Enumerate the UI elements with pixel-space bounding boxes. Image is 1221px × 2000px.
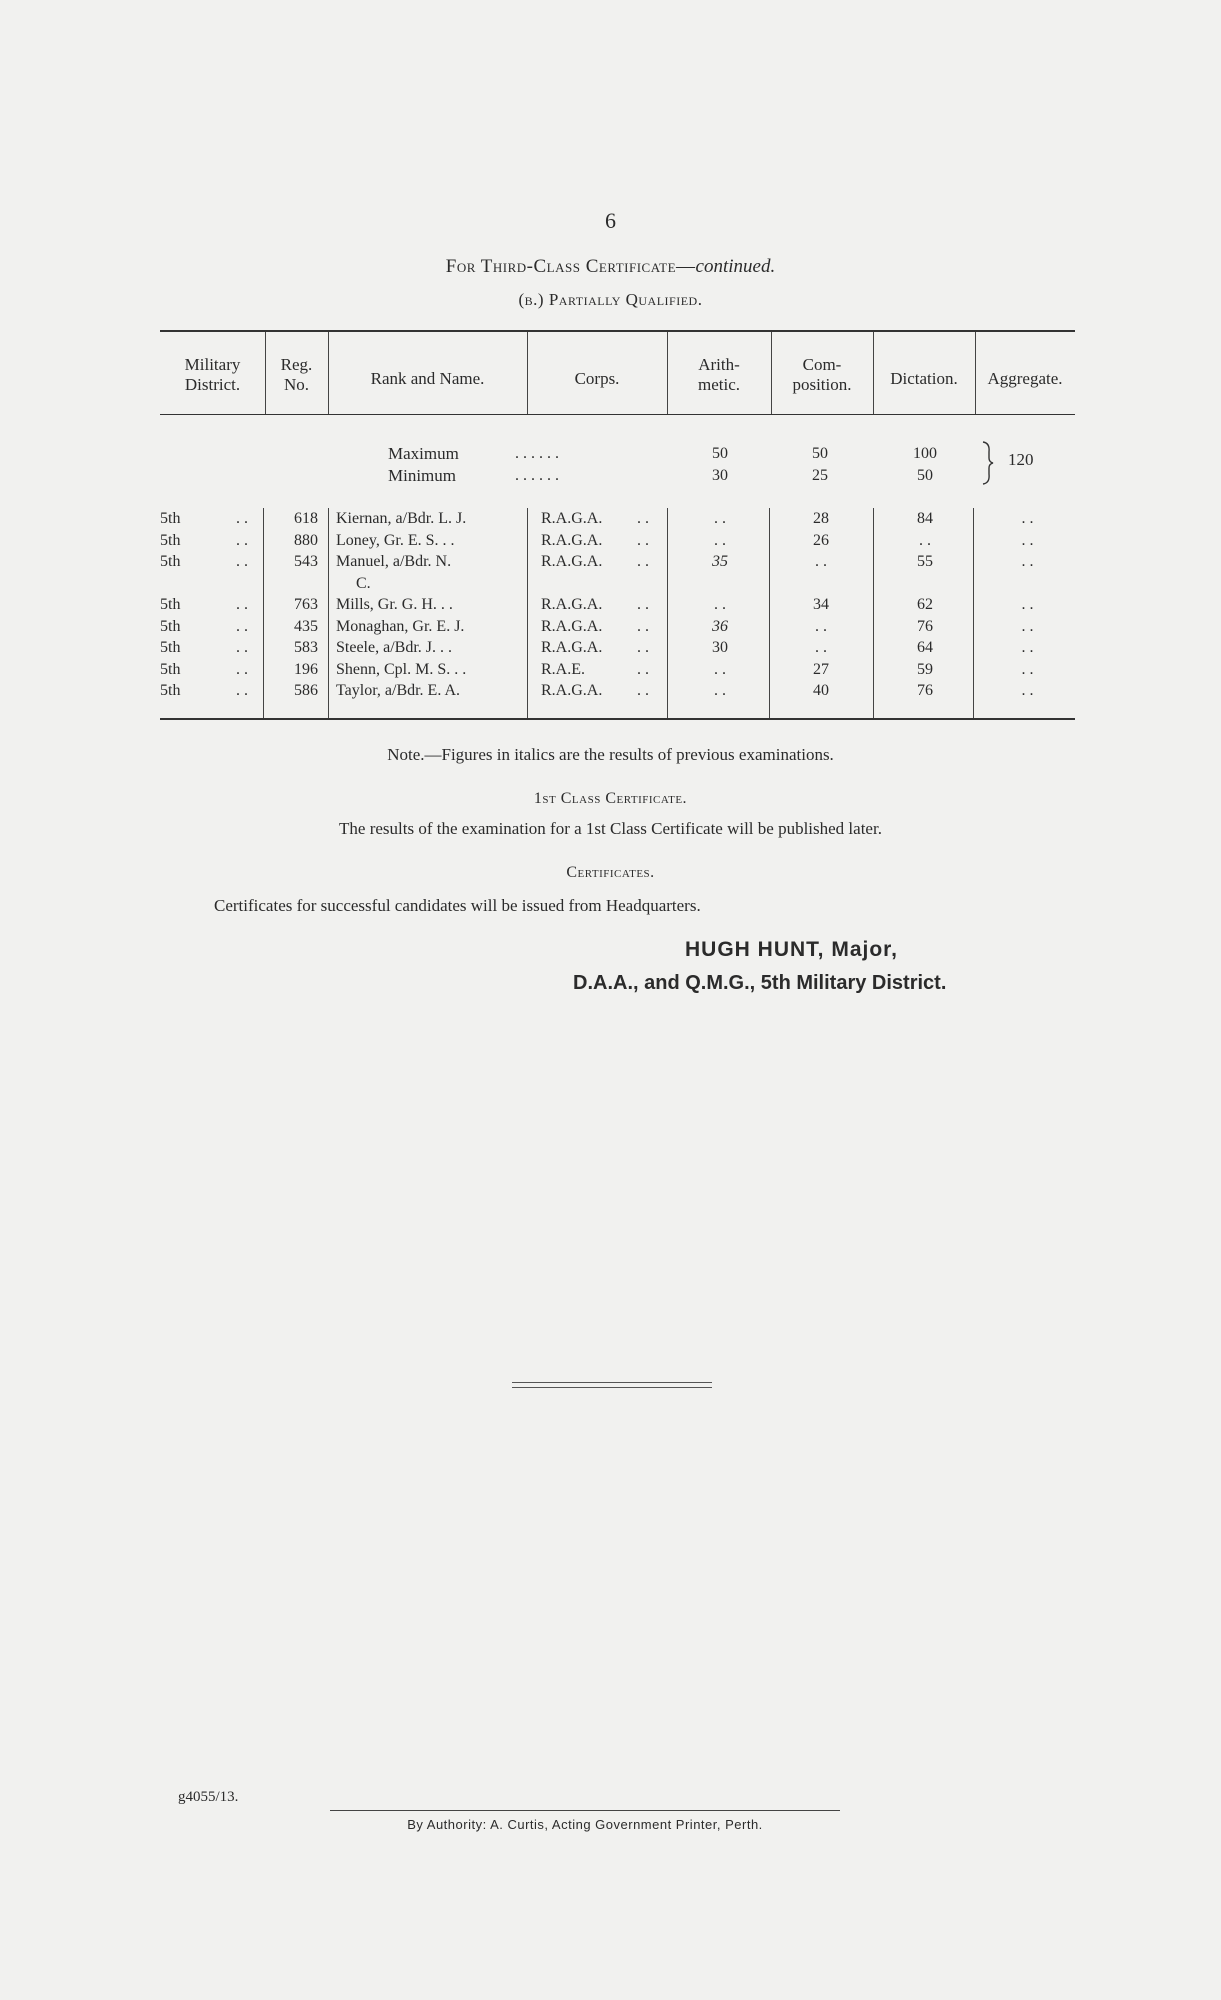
cell-arithmetic: 30 (712, 639, 728, 656)
cell-district-dots: . . (236, 596, 248, 613)
cell-arithmetic: . . (714, 660, 726, 678)
header-line: Com- (802, 355, 842, 374)
cell-composition: . . (815, 617, 827, 635)
cell-reg-no: 880 (294, 531, 318, 549)
footer-rule (330, 1810, 840, 1811)
cell-rank-name-continued: C. (356, 574, 371, 592)
body-divider (263, 508, 264, 718)
heading-prefix: For Third-Class Certificate— (445, 256, 696, 277)
cell-rank-name: Kiernan, a/Bdr. L. J. (336, 510, 467, 527)
header-reg-no (265, 355, 328, 395)
header-line: position. (792, 375, 852, 394)
cell-aggregate: . . (1021, 553, 1034, 570)
cell-rank-name: Loney, Gr. E. S. . . (336, 531, 455, 549)
maximum-arithmetic: 50 (712, 445, 728, 462)
cell-district: 5th (160, 682, 181, 699)
cell-arithmetic: . . (714, 682, 726, 699)
cell-rank-name: Mills, Gr. G. H. . . (336, 596, 453, 613)
cell-composition: 34 (813, 596, 829, 613)
cell-arithmetic: 35 (712, 553, 728, 570)
maximum-label: Maximum (388, 444, 459, 463)
body-divider (328, 508, 329, 718)
print-code: g4055/13. (178, 1789, 239, 1805)
separator-rule (512, 1382, 712, 1383)
cell-composition: 26 (813, 531, 829, 549)
cell-dictation: 55 (917, 553, 933, 570)
first-class-text: The results of the examination for a 1st Class Certificate will be published later. (339, 819, 882, 838)
header-arithmetic (667, 355, 771, 395)
cell-district-dots: . . (236, 553, 248, 570)
table-header-rule (160, 414, 1075, 415)
heading-continued: continued. (695, 256, 776, 277)
aggregate-maximum: 120 (1008, 450, 1034, 469)
cell-district-dots: . . (236, 660, 248, 678)
cell-arithmetic: 36 (712, 617, 728, 635)
cell-rank-name: Shenn, Cpl. M. S. . . (336, 660, 467, 678)
cell-aggregate: . . (1021, 510, 1034, 527)
cell-district: 5th (160, 553, 181, 570)
cell-corps: R.A.E. (541, 660, 585, 678)
header-aggregate: Aggregate. (987, 369, 1063, 388)
body-divider (873, 508, 874, 718)
header-line: metic. (697, 375, 740, 394)
cell-corps: R.A.G.A. (541, 531, 603, 549)
cell-reg-no: 618 (294, 510, 318, 527)
page-number: 6 (605, 208, 616, 233)
cell-composition: . . (815, 553, 827, 570)
minimum-leader-dots: . . . . . . (515, 467, 559, 484)
cell-arithmetic: . . (714, 596, 726, 613)
cell-district: 5th (160, 639, 181, 656)
minimum-label: Minimum (388, 466, 457, 485)
cell-corps-dots: . . (637, 596, 649, 613)
brace-icon (980, 440, 996, 486)
minimum-dictation: 50 (917, 467, 933, 484)
body-divider (769, 508, 770, 718)
cell-aggregate: . . (1021, 617, 1034, 635)
cell-corps: R.A.G.A. (541, 553, 603, 570)
cell-reg-no: 586 (294, 682, 318, 699)
cell-composition: 40 (813, 682, 829, 699)
body-divider (667, 508, 668, 718)
maximum-leader-dots: . . . . . . (515, 445, 559, 462)
header-line: District. (184, 375, 241, 394)
certificates-title: Certificates. (566, 864, 655, 881)
cell-dictation: 62 (917, 596, 933, 613)
cell-district: 5th (160, 596, 181, 613)
cell-corps-dots: . . (637, 617, 649, 635)
maximum-composition: 50 (812, 445, 828, 462)
header-dictation: Dictation. (890, 369, 958, 388)
cell-district-dots: . . (236, 617, 248, 635)
minimum-composition: 25 (812, 467, 828, 484)
header-rank-name: Rank and Name. (370, 369, 485, 388)
cell-reg-no: 543 (294, 553, 318, 570)
header-line: No. (283, 375, 310, 394)
cell-corps: R.A.G.A. (541, 596, 603, 613)
cell-reg-no: 196 (294, 660, 318, 678)
cell-corps-dots: . . (637, 660, 649, 678)
cell-reg-no: 763 (294, 596, 318, 613)
header-line: Reg. (280, 355, 313, 374)
cell-district-dots: . . (236, 510, 248, 527)
cell-aggregate: . . (1021, 682, 1034, 699)
cell-composition: 28 (813, 510, 829, 527)
cell-corps-dots: . . (637, 553, 649, 570)
cell-corps-dots: . . (637, 682, 649, 699)
cell-dictation: 76 (917, 617, 933, 635)
printer-imprint: By Authority: A. Curtis, Acting Government Printer, Perth. (407, 1817, 763, 1832)
body-divider (973, 508, 974, 718)
cell-district: 5th (160, 510, 181, 527)
minimum-arithmetic: 30 (712, 467, 728, 484)
section-subheading: (b.) Partially Qualified. (518, 290, 703, 309)
cell-aggregate: . . (1021, 596, 1034, 613)
signature-name: HUGH HUNT, Major, (685, 938, 899, 961)
cell-rank-name: Manuel, a/Bdr. N. (336, 553, 452, 570)
note-text: Note.—Figures in italics are the results of previous examinations. (387, 745, 834, 764)
cell-corps: R.A.G.A. (541, 639, 603, 656)
cell-district-dots: . . (236, 531, 248, 549)
section-heading (0, 256, 1221, 278)
header-line: Arith- (698, 355, 740, 374)
cell-dictation: . . (919, 531, 931, 549)
cell-rank-name: Steele, a/Bdr. J. . . (336, 639, 452, 656)
cell-district: 5th (160, 531, 181, 549)
cell-aggregate: . . (1021, 531, 1034, 549)
cell-composition: . . (815, 639, 827, 656)
cell-aggregate: . . (1021, 660, 1034, 678)
first-class-title: 1st Class Certificate. (533, 790, 688, 807)
table-bottom-rule (160, 718, 1075, 720)
cell-dictation: 64 (917, 639, 933, 656)
cell-composition: 27 (813, 660, 829, 678)
cell-rank-name: Taylor, a/Bdr. E. A. (336, 682, 460, 699)
cell-corps-dots: . . (637, 639, 649, 656)
cell-corps: R.A.G.A. (541, 682, 603, 699)
separator-rule (512, 1387, 712, 1388)
header-military-district (160, 355, 265, 395)
cell-dictation: 76 (917, 682, 933, 699)
maximum-dictation: 100 (913, 445, 937, 462)
cell-district: 5th (160, 617, 181, 635)
cell-district: 5th (160, 660, 181, 678)
certificates-text: Certificates for successful candidates will be issued from Headquarters. (214, 896, 701, 915)
cell-rank-name: Monaghan, Gr. E. J. (336, 617, 465, 635)
cell-aggregate: . . (1021, 639, 1034, 656)
cell-corps: R.A.G.A. (541, 510, 603, 527)
cell-arithmetic: . . (714, 510, 726, 527)
header-corps: Corps. (574, 369, 620, 388)
cell-dictation: 59 (917, 660, 933, 678)
cell-district-dots: . . (236, 639, 248, 656)
cell-corps: R.A.G.A. (541, 617, 603, 635)
signature-title: D.A.A., and Q.M.G., 5th Military District. (573, 972, 947, 994)
cell-reg-no: 435 (294, 617, 318, 635)
table-top-rule (160, 330, 1075, 332)
cell-dictation: 84 (917, 510, 933, 527)
cell-corps-dots: . . (637, 510, 649, 527)
header-composition (771, 355, 873, 395)
body-divider (527, 508, 528, 718)
cell-arithmetic: . . (714, 531, 726, 549)
cell-corps-dots: . . (637, 531, 649, 549)
cell-district-dots: . . (236, 682, 248, 699)
header-line: Military (184, 355, 241, 374)
cell-reg-no: 583 (294, 639, 318, 656)
